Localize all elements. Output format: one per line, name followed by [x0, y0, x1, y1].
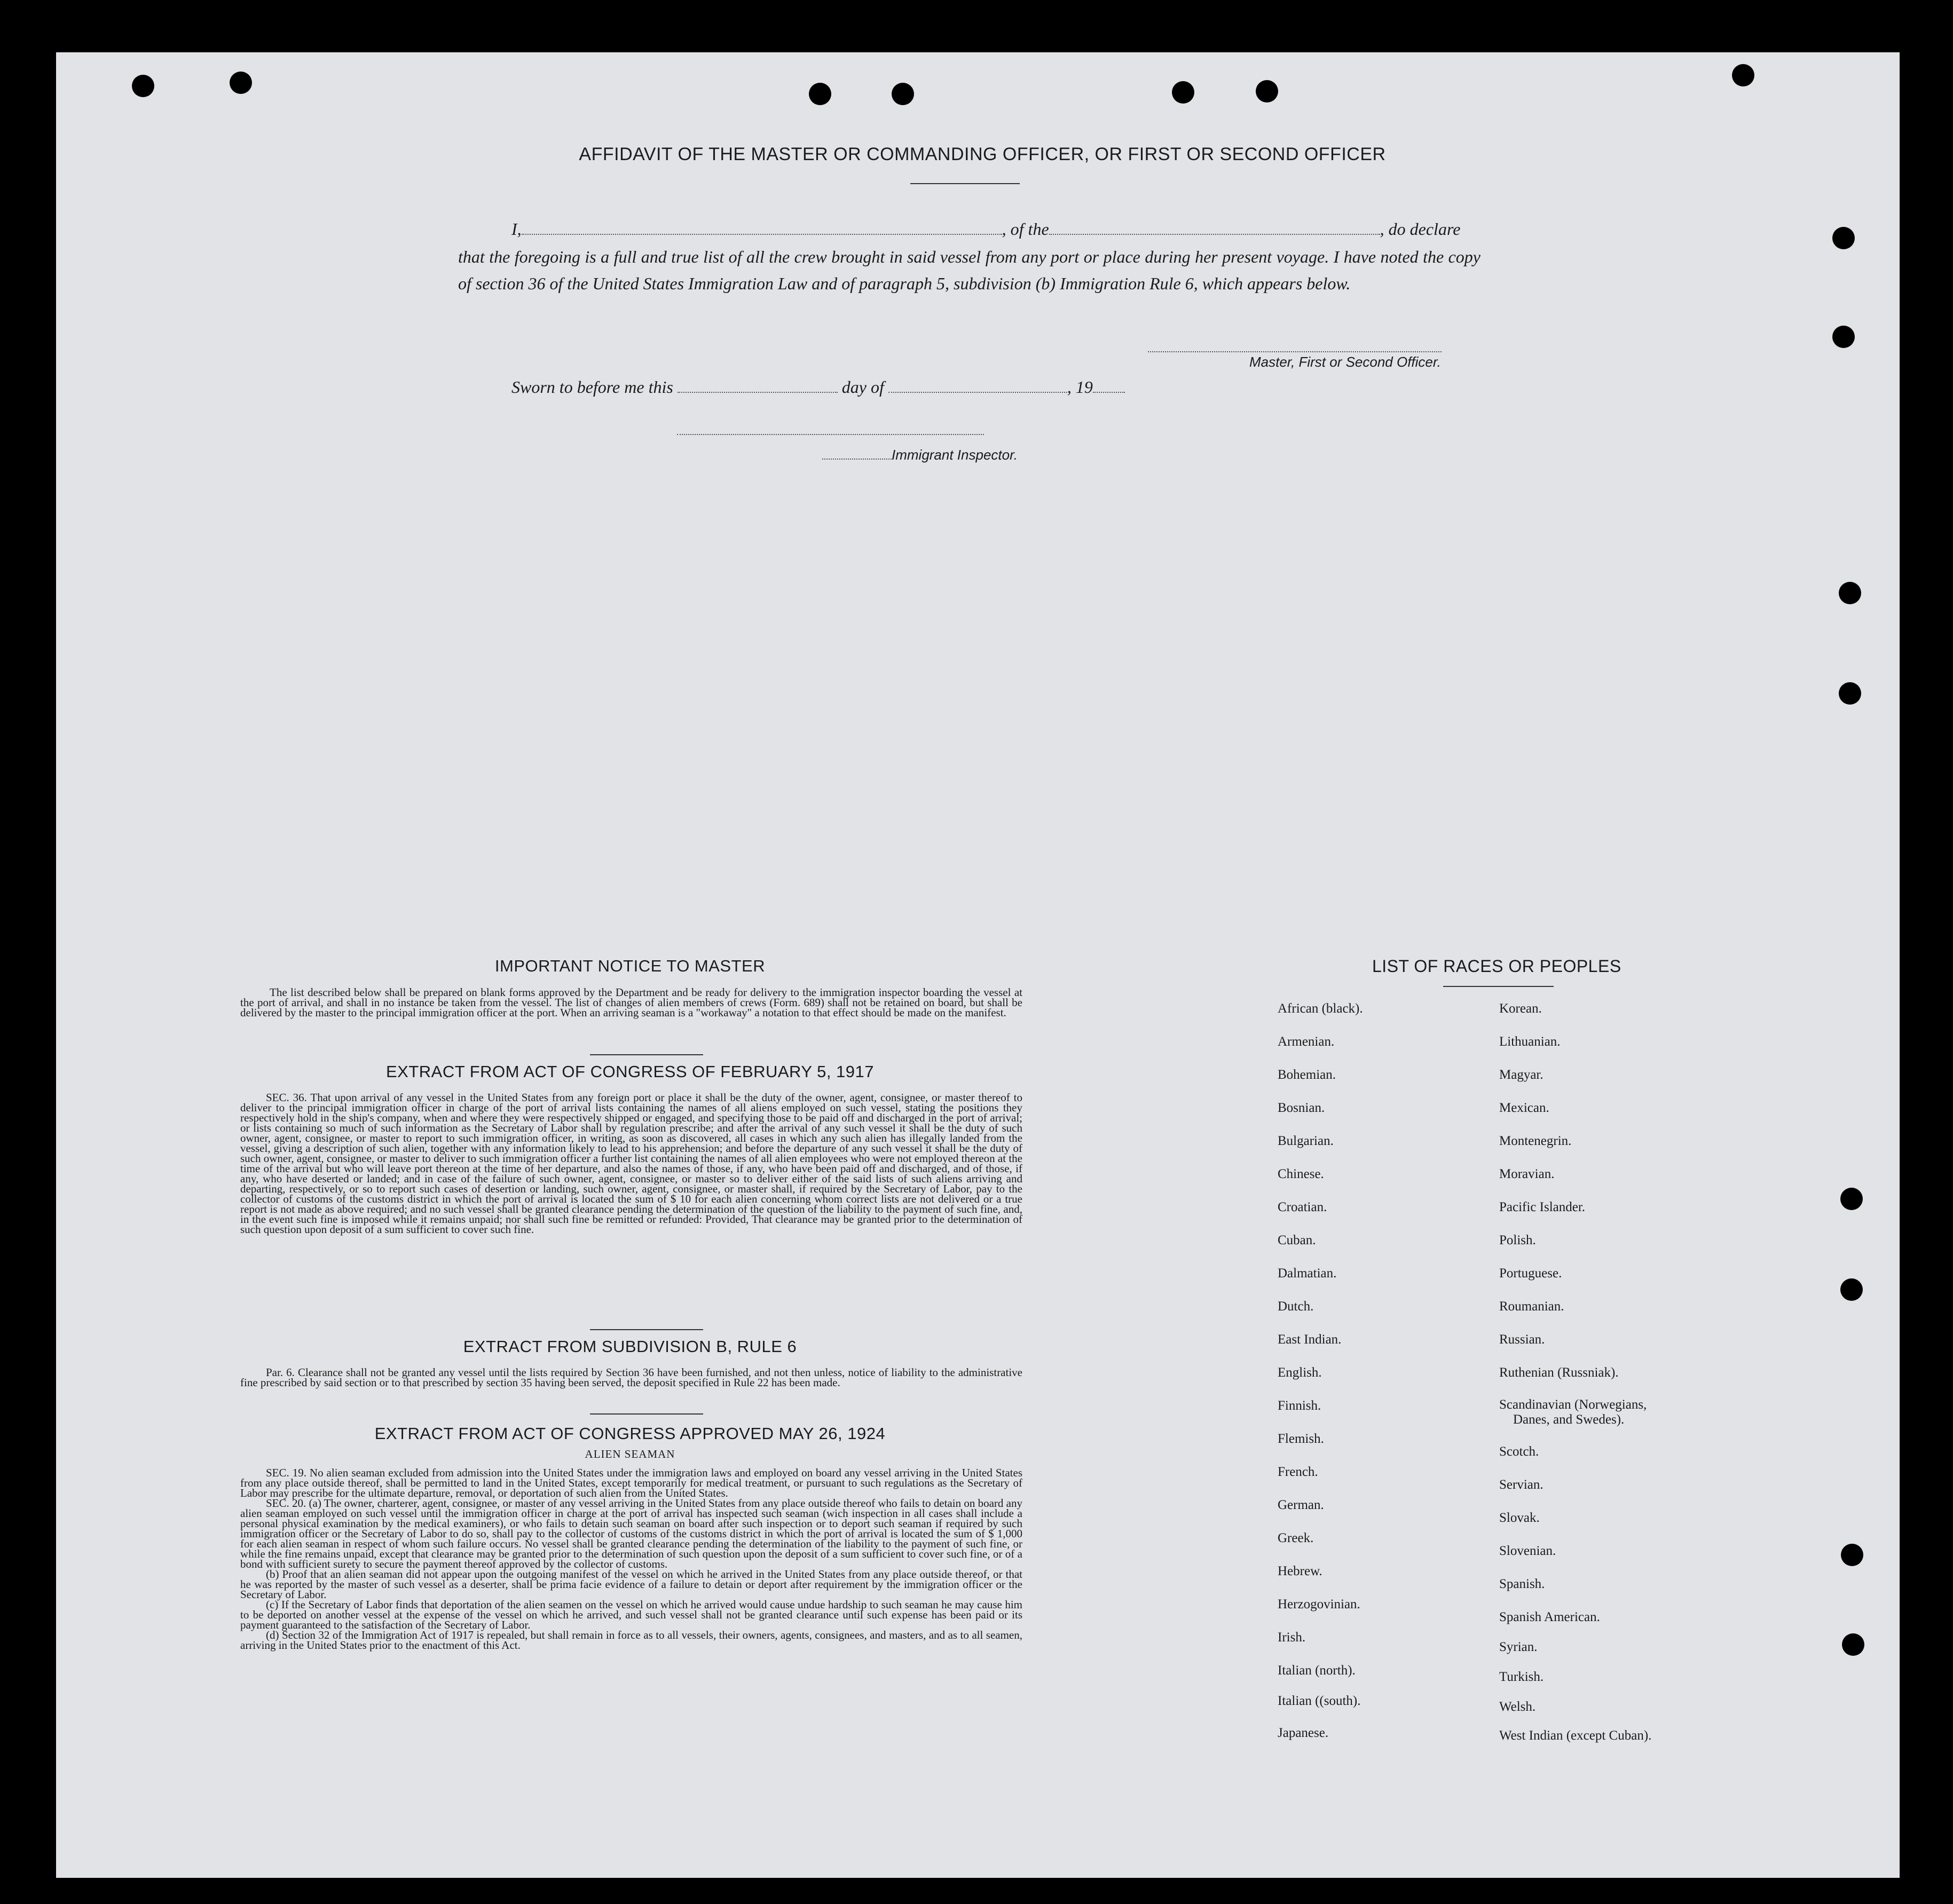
officer-name-field[interactable] — [522, 219, 1002, 235]
race-item: Greek. — [1278, 1531, 1314, 1545]
affidavit-title: AFFIDAVIT OF THE MASTER OR COMMANDING OFFICER, OR FIRST OR SECOND OFFICER — [579, 144, 1386, 164]
race-item: Scandinavian (Norwegians, — [1499, 1397, 1647, 1412]
extract-1924-title: EXTRACT FROM ACT OF CONGRESS APPROVED MAY 26, 1924 — [374, 1424, 886, 1443]
punch-hole — [132, 75, 154, 97]
sworn-day-of: day of — [841, 377, 884, 397]
race-item: Flemish. — [1278, 1432, 1324, 1446]
race-item: Armenian. — [1278, 1034, 1335, 1049]
inspector-label: Immigrant Inspector. — [892, 447, 1018, 463]
extract-rule6-title: EXTRACT FROM SUBDIVISION B, RULE 6 — [463, 1337, 797, 1356]
sworn-day-field[interactable] — [678, 377, 838, 393]
declaration-of-the: , of the — [1002, 219, 1049, 239]
race-item: Chinese. — [1278, 1167, 1324, 1181]
declaration-i: I, — [511, 219, 522, 239]
punch-hole — [1839, 682, 1861, 705]
race-item: Herzogovinian. — [1278, 1597, 1360, 1611]
vessel-name-field[interactable] — [1049, 219, 1380, 235]
divider — [910, 183, 1020, 184]
punch-hole — [1840, 1278, 1863, 1301]
race-item: French. — [1278, 1465, 1318, 1479]
inspector-label-line — [822, 447, 1018, 463]
race-item: Polish. — [1499, 1233, 1536, 1247]
sec20a-text: SEC. 20. (a) The owner, charterer, agent, consignee, or master of any vessel arriving in the United States from any place outside thereof who fails to detain on board any alien seaman employed on such vessel until the immigration officer in charge at the port of arrival has inspected such seaman (wich inspection in all cases shall include a personal physical examination by the medical examiners), or who fails to detain such seaman on board after such inspection or to deport such seaman if required by such immigration officer or the Secretary of Labor to do so, shall pay to the collector of customs of the customs district in which the port of arrival is located the sum of $ 1,000 for each alien seaman in respect of whom such failure occurs. No vessel shall be granted clearance pending the determination of the liability to the payment of such fine, or while the fine remains unpaid, except that clearance may be granted prior to the determination of such question upon the deposit of a sum sufficient to cover such fine, or of a bond with sufficient surety to secure the payment thereof approved by the collector of customs. — [240, 1497, 1022, 1570]
race-item: Roumanian. — [1499, 1299, 1564, 1314]
notice-text: The list described below shall be prepared on blank forms approved by the Department and be ready for delivery to the immigration inspector boarding the vessel at the port of arrival, and shall in no instance be taken from the vessel. The list of changes of alien members of crews (Form. 689) shall not be retained on board, but shall be delivered by the master to the principal immigration officer at the port. When an arriving seaman is a "workaway" a notation to that effect should be made on the manifest. — [240, 986, 1022, 1019]
extract-1924-subtitle: ALIEN SEAMAN — [585, 1448, 675, 1460]
divider — [590, 1329, 703, 1330]
race-item: Welsh. — [1499, 1700, 1536, 1714]
race-item: Servian. — [1499, 1478, 1544, 1492]
divider — [1443, 986, 1554, 987]
declaration-text: that the foregoing is a full and true list of all the crew brought in said vessel from any port or place during her present voyage. I have noted the copy of section 36 of the United States Immigration Law and of paragraph 5, subdivision (b) Immigration Rule 6, which appears below. — [458, 247, 1480, 293]
inspector-dots — [822, 448, 892, 460]
sworn-line — [511, 374, 1125, 400]
sec20c-text: (c) If the Secretary of Labor finds that deportation of the alien seamen on the vessel on which he arrived would cause undue hardship to such seaman he may cause him to be deported on another vessel at the expense of the vessel on which he arrived, and such vessel shall not be granted clearance until such expense has been paid or its payment guaranteed to the satisfaction of the Secretary of Labor. — [240, 1598, 1022, 1631]
sworn-prefix: Sworn to before me this — [511, 377, 673, 397]
race-item: Montenegrin. — [1499, 1134, 1572, 1148]
race-item: Korean. — [1499, 1001, 1542, 1016]
race-item: Ruthenian (Russniak). — [1499, 1365, 1619, 1380]
punch-hole — [1839, 582, 1861, 604]
race-item: Hebrew. — [1278, 1564, 1322, 1578]
race-item: Danes, and Swedes). — [1513, 1412, 1625, 1427]
race-item: East Indian. — [1278, 1332, 1342, 1347]
master-signature-label: Master, First or Second Officer. — [1249, 354, 1441, 370]
punch-hole — [1842, 1633, 1864, 1656]
race-item: Russian. — [1499, 1332, 1545, 1347]
race-item: German. — [1278, 1498, 1324, 1512]
race-item: Spanish. — [1499, 1577, 1545, 1591]
sworn-month-field[interactable] — [888, 377, 1067, 393]
race-item: Mexican. — [1499, 1101, 1549, 1115]
race-item: Croatian. — [1278, 1200, 1327, 1214]
race-item: Lithuanian. — [1499, 1034, 1561, 1049]
race-item: Italian (north). — [1278, 1663, 1356, 1678]
extract-1924-body — [240, 1468, 1022, 1650]
race-item: Finnish. — [1278, 1399, 1321, 1413]
inspector-signature-field[interactable] — [677, 419, 984, 435]
race-item: English. — [1278, 1365, 1322, 1380]
race-item: West Indian (except Cuban). — [1499, 1728, 1652, 1743]
race-item: Bohemian. — [1278, 1068, 1336, 1082]
punch-hole — [892, 83, 914, 105]
race-item: Turkish. — [1499, 1670, 1544, 1684]
race-item: Dalmatian. — [1278, 1266, 1337, 1281]
notice-title: IMPORTANT NOTICE TO MASTER — [494, 957, 766, 975]
sec19-text: SEC. 19. No alien seaman excluded from admission into the United States under the immigration laws and employed on board any vessel arriving in the United States from any place outside thereof, shall be permitted to land in the United States, except temporarily for medical treatment, or pursuant to such regulations as the Secretary of Labor may prescribe for the ultimate departure, removal, or deportation of such alien from the United States. — [240, 1466, 1022, 1499]
punch-hole — [1832, 326, 1855, 348]
race-item: African (black). — [1278, 1001, 1363, 1016]
race-item: Portuguese. — [1499, 1266, 1562, 1281]
extract-rule6-text: Par. 6. Clearance shall not be granted any vessel until the lists required by Section 36 have been furnished, and not then unless, notice of liability to the administrative fine prescribed by said section or to that prescribed by section 35 having been served, the deposit specified in Rule 22 has been made. — [240, 1366, 1022, 1389]
punch-hole — [230, 72, 252, 94]
punch-hole — [1256, 80, 1278, 102]
race-item: Dutch. — [1278, 1299, 1314, 1314]
race-item: Italian ((south). — [1278, 1694, 1361, 1708]
punch-hole — [1832, 227, 1855, 249]
race-item: Slovenian. — [1499, 1544, 1556, 1558]
race-item: Irish. — [1278, 1630, 1306, 1645]
race-item: Slovak. — [1499, 1511, 1540, 1525]
races-title: LIST OF RACES OR PEOPLES — [1372, 957, 1621, 976]
punch-hole — [1841, 1544, 1863, 1566]
master-signature-field[interactable] — [1148, 336, 1442, 352]
race-item: Moravian. — [1499, 1167, 1555, 1181]
race-item: Spanish American. — [1499, 1610, 1600, 1624]
race-item: Scotch. — [1499, 1444, 1539, 1459]
sec20b-text: (b) Proof that an alien seaman did not appear upon the outgoing manifest of the vessel on which he arrived in the United States from any place outside thereof, or that he was reported by the master of such vessel as a deserter, shall be prima facie evidence of a failure to detain or deport after requirement by the immigration officer or the Secretary of Labor. — [240, 1568, 1022, 1601]
punch-hole — [809, 83, 831, 105]
race-item: Magyar. — [1499, 1068, 1544, 1082]
punch-hole — [1172, 81, 1194, 104]
extract-1917-text: SEC. 36. That upon arrival of any vessel in the United States from any foreign port or place it shall be the duty of the owner, agent, consignee, or master thereof to deliver to the principal immigration officer in charge of the port of arrival lists containing the names of all aliens employed on such vessel, stating the positions they respectively hold in the ship's company, when and where they were respectively shipped or engaged, and specifying those to be paid off and discharged in the port of arrival; or lists containing so much of such information as the Secretary of Labor shall by regulation prescribe; and after the arrival of any such vessel it shall be the duty of such owner, agent, consignee, or master to report to such immigration officer, in writing, as soon as discovered, all cases in which any such alien has illegally landed from the vessel, giving a description of such alien, together with any information likely to lead to his apprehension; and before the departure of any such vessel it shall be the duty of such owner, agent, consignee, or master to deliver to such immigration officer a further list containing the names of all alien employees who were not employed thereon at the time of the arrival but who will leave port thereon at the time of her departure, and also the names of those, if any, who have been paid off and discharged, and of those, if any, who have deserted or landed; and in case of the failure of such owner, agent, consignee, or master so to deliver either of the said lists of such aliens arriving and departing, respectively, or so to report such cases of desertion or landing, such owner, agent, consignee, or master shall, if required by the Secretary of Labor, pay to the collector of customs of the customs district in which the port of arrival is located the sum of $ 10 for each alien concerning whom correct lists are not delivered or a true report is not made as above required; and no such vessel shall be granted clearance pending the determination of the question of the liability to the payment of such fine, and, in the event such fine is imposed while it remains unpaid; nor shall such fine be remitted or refunded: Provided, That clearance may be granted prior to the determination of such question upon deposit of a sum sufficient to cover such fine. — [240, 1091, 1022, 1236]
declaration-declare: , do declare — [1380, 219, 1461, 239]
race-item: Bosnian. — [1278, 1101, 1325, 1115]
sworn-year-field[interactable] — [1093, 377, 1125, 393]
sec20d-text: (d) Section 32 of the Immigration Act of 1917 is repealed, but shall remain in force as to all vessels, their owners, agents, consignees, and masters, and as to all seamen, arriving in the United States prior to the enactment of this Act. — [240, 1629, 1022, 1652]
punch-hole — [1732, 64, 1754, 86]
race-item: Japanese. — [1278, 1726, 1329, 1740]
race-item: Bulgarian. — [1278, 1134, 1334, 1148]
divider — [590, 1413, 703, 1415]
sworn-year: , 19 — [1067, 377, 1093, 397]
extract-1917-title: EXTRACT FROM ACT OF CONGRESS OF FEBRUARY 5, 1917 — [385, 1062, 875, 1081]
race-item: Cuban. — [1278, 1233, 1316, 1247]
race-item: Syrian. — [1499, 1640, 1538, 1654]
divider — [590, 1054, 703, 1055]
declaration-line — [511, 216, 1480, 242]
punch-hole — [1840, 1188, 1863, 1210]
race-item: Pacific Islander. — [1499, 1200, 1586, 1214]
